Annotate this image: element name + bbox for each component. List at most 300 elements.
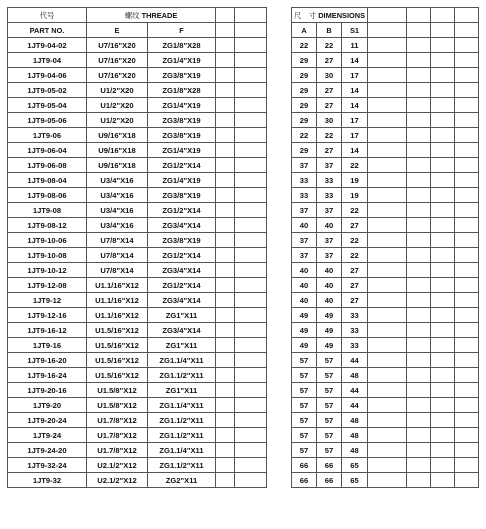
thread-f-cell: ZG1/4"X19 <box>148 53 216 68</box>
part-no-cell: 1JT9-10-06 <box>8 233 87 248</box>
table-row <box>8 278 479 293</box>
col-s1-header: S1 <box>342 23 368 38</box>
blank-cell <box>455 308 479 323</box>
table-row <box>8 398 479 413</box>
blank-cell <box>368 458 407 473</box>
thread-e-cell: U7/16"X20 <box>87 68 148 83</box>
thread-f-cell: ZG1"X11 <box>148 338 216 353</box>
blank-cell <box>407 143 431 158</box>
blank-cell <box>431 353 455 368</box>
blank-cell <box>368 308 407 323</box>
table-row <box>8 443 479 458</box>
dim-a-cell: 49 <box>292 308 317 323</box>
blank-header-cell <box>216 23 235 38</box>
blank-cell <box>407 68 431 83</box>
dim-s1-cell: 11 <box>342 38 368 53</box>
blank-cell <box>235 233 267 248</box>
dim-a-cell: 57 <box>292 383 317 398</box>
dim-s1-cell: 48 <box>342 443 368 458</box>
part-no-cell: 1JT9-16 <box>8 338 87 353</box>
blank-cell <box>216 368 235 383</box>
blank-cell <box>368 428 407 443</box>
blank-gap-cell <box>267 68 292 83</box>
blank-cell <box>431 233 455 248</box>
dim-s1-cell: 19 <box>342 173 368 188</box>
blank-cell <box>431 338 455 353</box>
blank-cell <box>407 218 431 233</box>
blank-cell <box>216 413 235 428</box>
dim-b-cell: 22 <box>317 38 342 53</box>
thread-e-cell: U1.5/8"X12 <box>87 383 148 398</box>
blank-cell <box>216 158 235 173</box>
blank-header-cell <box>235 23 267 38</box>
blank-cell <box>431 308 455 323</box>
dim-s1-cell: 27 <box>342 278 368 293</box>
dim-s1-cell: 14 <box>342 143 368 158</box>
blank-cell <box>235 128 267 143</box>
blank-cell <box>431 263 455 278</box>
blank-gap-cell <box>267 188 292 203</box>
dim-a-cell: 57 <box>292 428 317 443</box>
thread-e-cell: U1/2"X20 <box>87 83 148 98</box>
part-no-cell: 1JT9-20-24 <box>8 413 87 428</box>
blank-cell <box>407 233 431 248</box>
col-a-header: A <box>292 23 317 38</box>
dim-b-cell: 57 <box>317 428 342 443</box>
blank-gap-cell <box>267 338 292 353</box>
blank-cell <box>431 128 455 143</box>
thread-f-cell: ZG1.1/2"X11 <box>148 413 216 428</box>
thread-e-cell: U3/4"X16 <box>87 188 148 203</box>
blank-header-gap <box>267 23 292 38</box>
blank-gap-cell <box>267 203 292 218</box>
blank-cell <box>431 53 455 68</box>
blank-cell <box>455 293 479 308</box>
blank-cell <box>235 158 267 173</box>
blank-cell <box>235 413 267 428</box>
blank-cell <box>455 428 479 443</box>
thread-f-cell: ZG3/4"X14 <box>148 218 216 233</box>
part-no-cell: 1JT9-06 <box>8 128 87 143</box>
thread-f-cell: ZG1.1/2"X11 <box>148 428 216 443</box>
thread-e-cell: U1.5/8"X12 <box>87 398 148 413</box>
table-body <box>8 38 479 488</box>
blank-cell <box>455 68 479 83</box>
dim-s1-cell: 44 <box>342 398 368 413</box>
blank-cell <box>216 83 235 98</box>
part-no-cell: 1JT9-06-04 <box>8 143 87 158</box>
blank-cell <box>235 338 267 353</box>
table-row <box>8 143 479 158</box>
blank-header-cell <box>431 8 455 23</box>
blank-cell <box>431 83 455 98</box>
dim-s1-cell: 44 <box>342 353 368 368</box>
blank-cell <box>368 263 407 278</box>
blank-cell <box>455 173 479 188</box>
table-row <box>8 233 479 248</box>
dim-a-cell: 57 <box>292 443 317 458</box>
blank-cell <box>407 368 431 383</box>
blank-cell <box>368 173 407 188</box>
part-no-cell: 1JT9-16-20 <box>8 353 87 368</box>
blank-cell <box>431 278 455 293</box>
dim-a-cell: 37 <box>292 203 317 218</box>
blank-cell <box>431 443 455 458</box>
thread-e-cell: U1.5/16"X12 <box>87 368 148 383</box>
blank-cell <box>455 383 479 398</box>
blank-header-cell <box>431 23 455 38</box>
dim-b-cell: 57 <box>317 383 342 398</box>
dim-b-cell: 57 <box>317 368 342 383</box>
blank-gap-cell <box>267 368 292 383</box>
dim-s1-cell: 65 <box>342 473 368 488</box>
blank-cell <box>455 353 479 368</box>
dim-b-cell: 33 <box>317 173 342 188</box>
part-no-cell: 1JT9-32 <box>8 473 87 488</box>
thread-e-cell: U9/16"X18 <box>87 158 148 173</box>
dim-s1-cell: 33 <box>342 338 368 353</box>
blank-cell <box>455 128 479 143</box>
blank-gap-cell <box>267 458 292 473</box>
blank-cell <box>407 248 431 263</box>
blank-cell <box>368 203 407 218</box>
dim-s1-cell: 48 <box>342 413 368 428</box>
dim-b-cell: 37 <box>317 203 342 218</box>
thread-e-cell: U1.1/16"X12 <box>87 293 148 308</box>
blank-cell <box>216 53 235 68</box>
dim-a-cell: 22 <box>292 128 317 143</box>
blank-cell <box>431 188 455 203</box>
blank-cell <box>407 113 431 128</box>
blank-gap-cell <box>267 293 292 308</box>
blank-cell <box>235 398 267 413</box>
blank-cell <box>368 413 407 428</box>
dim-a-cell: 29 <box>292 113 317 128</box>
blank-cell <box>407 428 431 443</box>
blank-cell <box>235 263 267 278</box>
blank-cell <box>235 188 267 203</box>
dim-a-cell: 29 <box>292 53 317 68</box>
thread-e-cell: U9/16"X18 <box>87 143 148 158</box>
blank-cell <box>431 368 455 383</box>
blank-cell <box>407 83 431 98</box>
dim-b-cell: 57 <box>317 413 342 428</box>
thread-e-cell: U1.5/16"X12 <box>87 323 148 338</box>
part-no-cell: 1JT9-16-24 <box>8 368 87 383</box>
thread-f-cell: ZG1"X11 <box>148 308 216 323</box>
blank-cell <box>407 323 431 338</box>
blank-cell <box>431 323 455 338</box>
blank-cell <box>235 98 267 113</box>
dim-b-cell: 40 <box>317 293 342 308</box>
blank-cell <box>235 113 267 128</box>
blank-header-cell <box>407 8 431 23</box>
blank-cell <box>216 353 235 368</box>
blank-cell <box>431 293 455 308</box>
dim-a-cell: 29 <box>292 98 317 113</box>
thread-f-cell: ZG3/8"X19 <box>148 188 216 203</box>
blank-cell <box>455 278 479 293</box>
dim-a-cell: 29 <box>292 143 317 158</box>
table-row <box>8 98 479 113</box>
part-no-cell: 1JT9-12-08 <box>8 278 87 293</box>
dim-a-cell: 22 <box>292 38 317 53</box>
part-no-cell: 1JT9-04-02 <box>8 38 87 53</box>
dim-s1-cell: 27 <box>342 263 368 278</box>
blank-cell <box>407 98 431 113</box>
dim-s1-cell: 22 <box>342 233 368 248</box>
blank-cell <box>455 398 479 413</box>
blank-cell <box>235 83 267 98</box>
thread-e-cell: U3/4"X16 <box>87 218 148 233</box>
table-row <box>8 158 479 173</box>
blank-cell <box>407 263 431 278</box>
blank-gap-cell <box>267 98 292 113</box>
dim-s1-cell: 33 <box>342 323 368 338</box>
table-row <box>8 308 479 323</box>
dim-a-cell: 66 <box>292 473 317 488</box>
dim-s1-cell: 27 <box>342 293 368 308</box>
blank-cell <box>235 458 267 473</box>
blank-cell <box>216 98 235 113</box>
part-no-cell: 1JT9-16-12 <box>8 323 87 338</box>
dim-s1-cell: 14 <box>342 53 368 68</box>
dim-b-cell: 33 <box>317 188 342 203</box>
blank-cell <box>368 68 407 83</box>
blank-cell <box>407 413 431 428</box>
thread-e-cell: U7/16"X20 <box>87 53 148 68</box>
blank-cell <box>368 368 407 383</box>
thread-e-cell: U1.7/8"X12 <box>87 443 148 458</box>
blank-cell <box>455 248 479 263</box>
blank-cell <box>216 68 235 83</box>
part-no-cell: 1JT9-08 <box>8 203 87 218</box>
blank-cell <box>407 278 431 293</box>
col-b-header: B <box>317 23 342 38</box>
part-no-cell: 1JT9-20 <box>8 398 87 413</box>
blank-cell <box>235 173 267 188</box>
thread-f-cell: ZG3/8"X19 <box>148 128 216 143</box>
thread-e-cell: U1.1/16"X12 <box>87 278 148 293</box>
blank-cell <box>431 38 455 53</box>
blank-header-cell <box>235 8 267 23</box>
thread-header <box>87 8 216 23</box>
col-f-header: F <box>148 23 216 38</box>
blank-cell <box>455 218 479 233</box>
dim-a-cell: 40 <box>292 263 317 278</box>
blank-cell <box>216 113 235 128</box>
thread-f-cell: ZG1.1/4"X11 <box>148 353 216 368</box>
dimensions-header-en: DIMENSIONS <box>318 10 366 20</box>
dim-a-cell: 33 <box>292 188 317 203</box>
blank-cell <box>216 128 235 143</box>
blank-cell <box>368 83 407 98</box>
dim-b-cell: 37 <box>317 158 342 173</box>
table-row <box>8 428 479 443</box>
part-no-cell: 1JT9-32-24 <box>8 458 87 473</box>
dim-s1-cell: 17 <box>342 113 368 128</box>
dim-b-cell: 49 <box>317 323 342 338</box>
blank-cell <box>216 263 235 278</box>
blank-header-cell <box>455 23 479 38</box>
part-no-cell: 1JT9-05-02 <box>8 83 87 98</box>
blank-gap-cell <box>267 428 292 443</box>
dim-s1-cell: 17 <box>342 68 368 83</box>
blank-gap-cell <box>267 173 292 188</box>
blank-cell <box>235 428 267 443</box>
part-no-cell: 1JT9-10-08 <box>8 248 87 263</box>
blank-cell <box>368 158 407 173</box>
part-no-header: PART NO. <box>8 23 87 38</box>
blank-cell <box>216 383 235 398</box>
table-row <box>8 293 479 308</box>
thread-e-cell: U7/16"X20 <box>87 38 148 53</box>
blank-cell <box>455 233 479 248</box>
blank-cell <box>368 248 407 263</box>
blank-cell <box>407 398 431 413</box>
part-no-header-cn: 代号 <box>8 8 87 23</box>
blank-cell <box>235 353 267 368</box>
dim-s1-cell: 14 <box>342 83 368 98</box>
blank-gap-cell <box>267 83 292 98</box>
thread-e-cell: U1.5/16"X12 <box>87 353 148 368</box>
thread-e-cell: U3/4"X16 <box>87 203 148 218</box>
table-row <box>8 128 479 143</box>
dim-a-cell: 40 <box>292 218 317 233</box>
blank-cell <box>216 203 235 218</box>
blank-cell <box>216 173 235 188</box>
blank-cell <box>407 293 431 308</box>
blank-cell <box>455 263 479 278</box>
blank-cell <box>431 398 455 413</box>
blank-gap-cell <box>267 353 292 368</box>
blank-cell <box>216 428 235 443</box>
blank-cell <box>455 38 479 53</box>
dim-a-cell: 57 <box>292 413 317 428</box>
blank-cell <box>368 443 407 458</box>
part-no-cell: 1JT9-12-16 <box>8 308 87 323</box>
blank-cell <box>431 68 455 83</box>
blank-cell <box>455 443 479 458</box>
blank-cell <box>407 158 431 173</box>
thread-e-cell: U1.5/16"X12 <box>87 338 148 353</box>
dim-b-cell: 49 <box>317 338 342 353</box>
dim-b-cell: 27 <box>317 143 342 158</box>
thread-f-cell: ZG1/4"X19 <box>148 173 216 188</box>
dimensions-header-cn: 尺 寸 <box>293 10 317 20</box>
blank-cell <box>407 383 431 398</box>
blank-cell <box>431 428 455 443</box>
blank-cell <box>368 353 407 368</box>
dim-a-cell: 66 <box>292 458 317 473</box>
blank-cell <box>455 83 479 98</box>
part-no-cell: 1JT9-10-12 <box>8 263 87 278</box>
thread-e-cell: U1.7/8"X12 <box>87 428 148 443</box>
table-row <box>8 323 479 338</box>
blank-cell <box>431 383 455 398</box>
blank-cell <box>407 353 431 368</box>
blank-cell <box>455 113 479 128</box>
blank-cell <box>455 53 479 68</box>
blank-cell <box>431 218 455 233</box>
blank-cell <box>407 188 431 203</box>
dim-b-cell: 40 <box>317 263 342 278</box>
thread-f-cell: ZG1.1/4"X11 <box>148 398 216 413</box>
blank-cell <box>455 203 479 218</box>
part-no-cell: 1JT9-04-06 <box>8 68 87 83</box>
dim-b-cell: 49 <box>317 308 342 323</box>
blank-header-gap <box>267 8 292 23</box>
dim-s1-cell: 22 <box>342 158 368 173</box>
blank-cell <box>455 143 479 158</box>
thread-f-cell: ZG1/8"X28 <box>148 83 216 98</box>
blank-cell <box>235 308 267 323</box>
dim-b-cell: 57 <box>317 353 342 368</box>
thread-header-cn: 螺纹 <box>124 10 140 20</box>
dim-s1-cell: 65 <box>342 458 368 473</box>
blank-cell <box>407 308 431 323</box>
dim-s1-cell: 33 <box>342 308 368 323</box>
blank-gap-cell <box>267 473 292 488</box>
dim-b-cell: 22 <box>317 128 342 143</box>
blank-gap-cell <box>267 413 292 428</box>
dim-a-cell: 37 <box>292 158 317 173</box>
table-row <box>8 53 479 68</box>
blank-cell <box>431 458 455 473</box>
blank-cell <box>407 38 431 53</box>
blank-cell <box>431 173 455 188</box>
blank-cell <box>368 53 407 68</box>
table-row <box>8 188 479 203</box>
col-e-header: E <box>87 23 148 38</box>
blank-cell <box>407 443 431 458</box>
blank-cell <box>455 413 479 428</box>
thread-f-cell: ZG1/2"X14 <box>148 158 216 173</box>
blank-cell <box>368 218 407 233</box>
dim-a-cell: 33 <box>292 173 317 188</box>
blank-cell <box>407 53 431 68</box>
thread-e-cell: U1.7/8"X12 <box>87 413 148 428</box>
blank-cell <box>431 113 455 128</box>
blank-cell <box>235 53 267 68</box>
blank-cell <box>235 368 267 383</box>
blank-gap-cell <box>267 248 292 263</box>
blank-cell <box>216 308 235 323</box>
thread-f-cell: ZG1.1/2"X11 <box>148 368 216 383</box>
thread-f-cell: ZG3/8"X19 <box>148 68 216 83</box>
blank-cell <box>407 128 431 143</box>
dim-s1-cell: 17 <box>342 128 368 143</box>
dim-a-cell: 29 <box>292 68 317 83</box>
table-row <box>8 383 479 398</box>
part-no-cell: 1JT9-08-06 <box>8 188 87 203</box>
table-row <box>8 413 479 428</box>
thread-e-cell: U2.1/2"X12 <box>87 458 148 473</box>
dim-b-cell: 30 <box>317 68 342 83</box>
blank-cell <box>235 143 267 158</box>
table-row <box>8 473 479 488</box>
dim-s1-cell: 19 <box>342 188 368 203</box>
blank-cell <box>216 398 235 413</box>
dim-a-cell: 49 <box>292 323 317 338</box>
blank-cell <box>431 473 455 488</box>
blank-cell <box>216 143 235 158</box>
blank-cell <box>235 278 267 293</box>
part-no-cell: 1JT9-05-06 <box>8 113 87 128</box>
thread-f-cell: ZG1/2"X14 <box>148 248 216 263</box>
blank-cell <box>368 473 407 488</box>
blank-cell <box>235 323 267 338</box>
